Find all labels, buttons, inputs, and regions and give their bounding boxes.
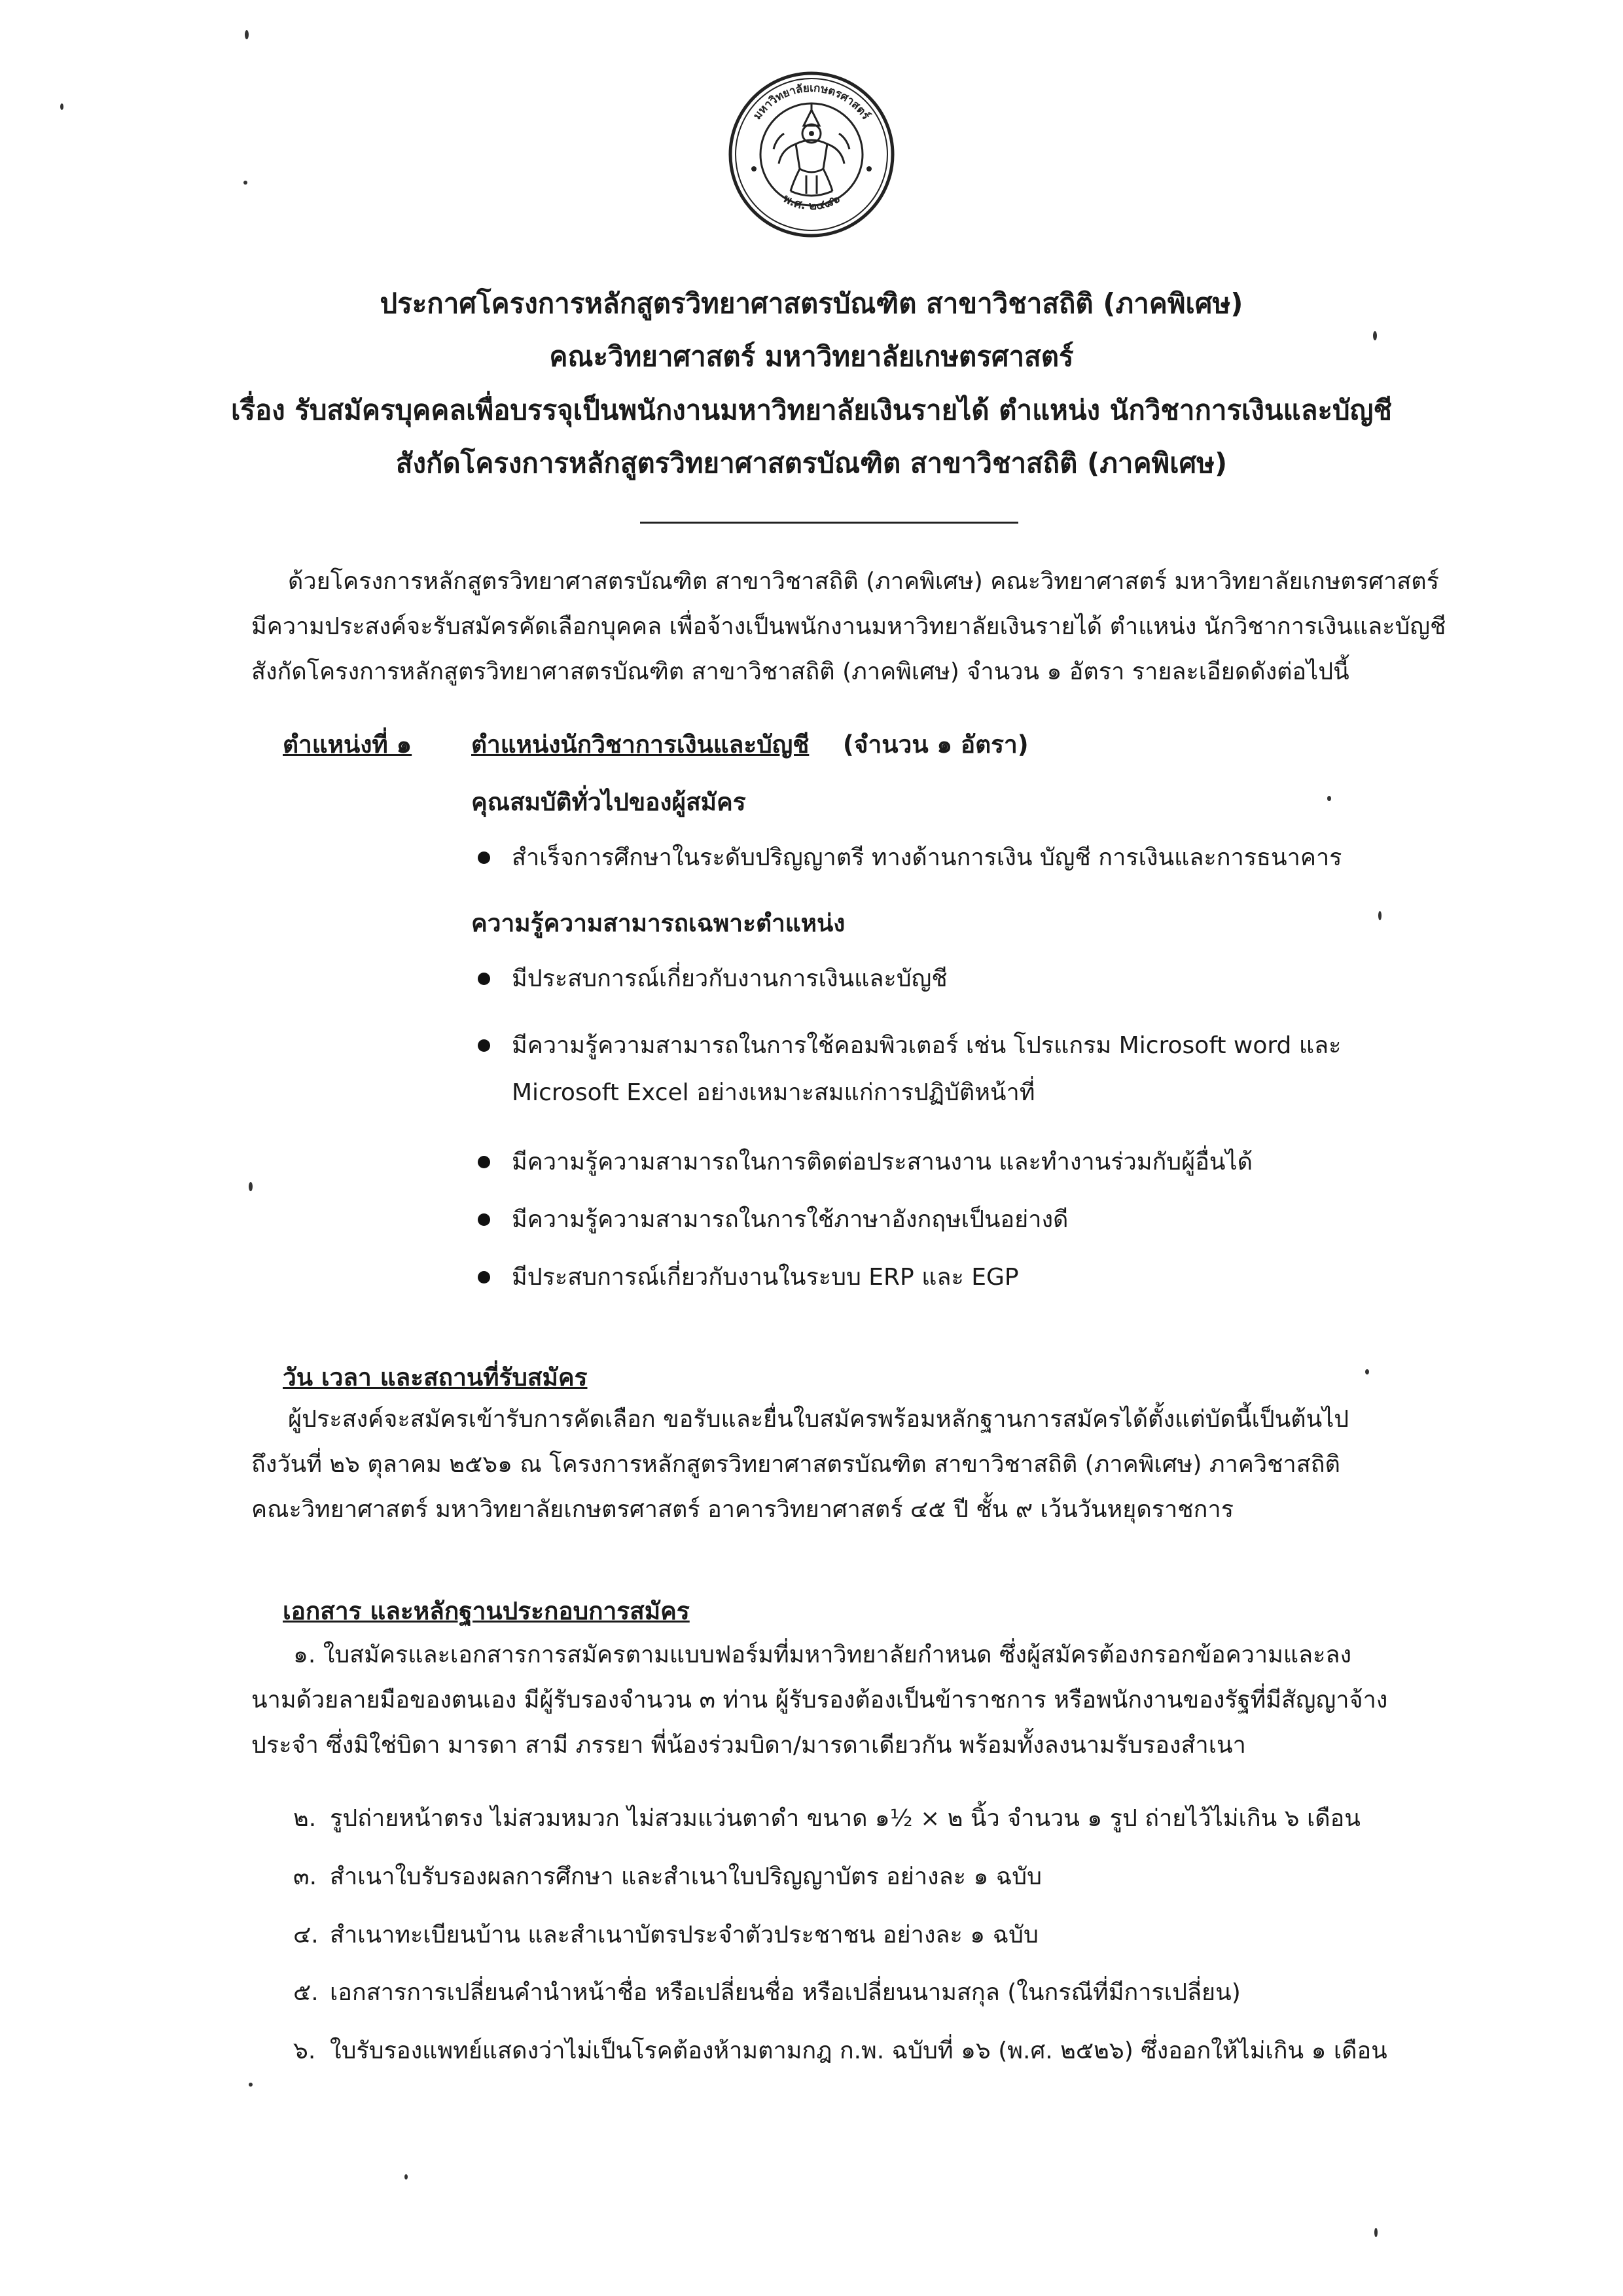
announcement-page: มหาวิทยาลัยเกษตรศาสตร์ พ.ศ. ๒๔๘๖ ประกาศโครงการหลักสูตรวิทยาศาสตรบัณฑิต สาขาวิชาสถิติ (ภาคพิเศษ) คณะวิทยาศาสตร์ มหาวิทยาลัยเกษตรศาสตร์ เรื่อง รับสมัครบุคคลเพื่อบรรจุเป็นพนักงานมหาวิทยาลัยเงินรายได้ ตำแหน่ง นักวิชาการเงินและบัญชี สังกัดโครงการหลักสูตรวิทยาศาสตรบัณฑิต สาขาวิชาสถิติ (ภาคพิเศษ) ด้วยโครงการหลักสูตรวิทยาศาสตรบัณฑิต สาขาวิชาสถิติ (ภาคพิเศษ) คณะวิทยาศาสตร์ มหาวิทยาลัยเกษตรศาสตร์ มีความประสงค์จะรับสมัครคัดเลือกบุคคล เพื่อจ้างเป็นพนักงานมหาวิทยาลัยเงินรายได้ ตำแหน่ง นักวิชาการเงินและบัญชี สังกัดโครงการหลักสูตรวิทยาศาสตรบัณฑิต สาขาวิชาสถิติ (ภาคพิเศษ) จำนวน ๑ อัตรา รายละเอียดดังต่อไปนี้ ตำแหน่งที่ ๑ ตำแหน่งนักวิชาการเงินและบัญชี (จำนวน ๑ อัตรา) คุณสมบัติทั่วไปของผู้สมัคร สำเร็จการศึกษาในระดับปริญญาตรี ทางด้านการเงิน บัญชี การเงินและการธนาคาร ความรู้ความสามารถเฉพาะตำแหน่ง มีประสบการณ์เกี่ยวกับงานการเงินและบัญชี มีความรู้ความสามารถในการใช้คอมพิวเตอร์ เช่น โปรแกรม Microsoft word และ Microsoft Excel อย่างเหมาะสมแก่การปฏิบัติหน้าที่ มีความรู้ความสามารถในการติดต่อประสานงาน และทำงานร่วมกับผู้อื่นได้ มีความรู้ความสามารถในการใช้ภาษาอังกฤษเป็นอย่างดี มีประสบการณ์เกี่ยวกับงานในระบบ ERP และ EGP วัน เวลา และสถานที่รับสมัคร ผู้ประสงค์จะสมัครเข้ารับการคัดเลือก ขอรับและยื่นใบสมัครพร้อมหลักฐานการสมัครได้ตั้งแต่บัดนี้เป็นต้นไป ถึงวันที่ ๒๖ ตุลาคม ๒๕๖๑ ณ โครงการหลักสูตรวิทยาศาสตรบัณฑิต สาขาวิชาสถิติ (ภาคพิเศษ) ภาควิชาสถิติ คณะวิทยาศาสตร์ มหาวิทยาลัยเกษตรศาสตร์ อาคารวิทยาศาสตร์ ๔๕ ปี ชั้น ๙ เว้นวันหยุดราชการ เอกสาร และหลักฐานประกอบการสมัคร ๑. ใบสมัครและเอกสารการสมัครตามแบบฟอร์มที่มหาวิทยาลัยกำหนด ซึ่งผู้สมัครต้องกรอกข้อความและลง นามด้วยลายมือของตนเอง มีผู้รับรองจำนวน ๓ ท่าน ผู้รับรองต้องเป็นข้าราชการ หรือพนักงานของรัฐที่มีสัญญาจ้าง ประจำ ซึ่งมิใช่บิดา มารดา สามี ภรรยา พี่น้องร่วมบิดา/มารดาเดียวกัน พร้อมทั้งลงนามรับรองสำเนา ๒. รูปถ่ายหน้าตรง ไม่สวมหมวก ไม่สวมแว่นตาดำ ขนาด ๑½ × ๒ นิ้ว จำนวน ๑ รูป ถ่ายไว้ไม่เกิน ๖ เดือน ๓. สำเนาใบรับรองผลการศึกษา และสำเนาใบปริญญาบัตร อย่างละ ๑ ฉบับ ๔. สำเนาทะเบียนบ้าน และสำเนาบัตรประจำตัวประชาชน อย่างละ ๑ ฉบับ ๕. เอกสารการเปลี่ยนคำนำหน้าชื่อ หรือเปลี่ยนชื่อ หรือเปลี่ยนนามสกุล (ในกรณีที่มีการเปลี่ยน) ๖. ใบรับรองแพทย์แสดงว่าไม่เป็นโรคต้องห้ามตามกฎ ก.พ. ฉบับที่ ๑๖ (พ.ศ. ๒๕๒๖) ซึ่งออกให้ไม่เกิน ๑ เดือน [0, 0, 1623, 2296]
intro-line: ด้วยโครงการหลักสูตรวิทยาศาสตรบัณฑิต สาขาวิชาสถิติ (ภาคพิเศษ) คณะวิทยาศาสตร์ มหาวิทยาลัยเกษตรศาสตร์ [288, 568, 1439, 595]
scan-speck [404, 2174, 408, 2179]
bullet-icon [478, 1213, 490, 1226]
specific-skills-heading: ความรู้ความสามารถเฉพาะตำแหน่ง [471, 909, 846, 937]
scan-speck [1365, 1369, 1369, 1374]
bullet-icon [478, 1039, 490, 1052]
title-line-4: สังกัดโครงการหลักสูตรวิทยาศาสตรบัณฑิต สาขาวิชาสถิติ (ภาคพิเศษ) [395, 447, 1228, 479]
scan-speck [1374, 2228, 1378, 2237]
scan-speck [1373, 331, 1377, 340]
seal-ring-bottom-text: พ.ศ. ๒๔๘๖ [781, 192, 843, 213]
bullet-icon [478, 1156, 490, 1168]
documents-item-1 [251, 1632, 1453, 1768]
seal-ring-top-text: มหาวิทยาลัยเกษตรศาสตร์ [751, 81, 872, 122]
position-name: ตำแหน่งนักวิชาการเงินและบัญชี [471, 730, 810, 759]
list-item: ๒. รูปถ่ายหน้าตรง ไม่สวมหมวก ไม่สวมแว่นตาดำ ขนาด ๑½ × ๒ นิ้ว จำนวน ๑ รูป ถ่ายไว้ไม่เกิน ๖ เดือน [293, 1805, 1361, 1832]
list-item: ๓. สำเนาใบรับรองผลการศึกษา และสำเนาใบปริญญาบัตร อย่างละ ๑ ฉบับ [293, 1863, 1042, 1890]
title-line-3: เรื่อง รับสมัครบุคคลเพื่อบรรจุเป็นพนักงานมหาวิทยาลัยเงินรายได้ ตำแหน่ง นักวิชาการเงินและบัญชี [231, 394, 1392, 426]
list-item: ๔. สำเนาทะเบียนบ้าน และสำเนาบัตรประจำตัวประชาชน อย่างละ ๑ ฉบับ [293, 1922, 1039, 1948]
scan-speck [245, 30, 249, 39]
intro-paragraph [251, 559, 1453, 694]
title-line-1: ประกาศโครงการหลักสูตรวิทยาศาสตรบัณฑิต สาขาวิชาสถิติ (ภาคพิเศษ) [380, 287, 1243, 319]
scan-speck [249, 2083, 253, 2087]
scan-speck [60, 103, 63, 110]
title-line-2: คณะวิทยาศาสตร์ มหาวิทยาลัยเกษตรศาสตร์ [549, 340, 1074, 372]
bullet-icon [478, 1271, 490, 1283]
application-line: ผู้ประสงค์จะสมัครเข้ารับการคัดเลือก ขอรับและยื่นใบสมัครพร้อมหลักฐานการสมัครได้ตั้งแต่บัดนี้เป็นต้นไป [288, 1406, 1349, 1433]
position-label: ตำแหน่งที่ ๑ [283, 730, 412, 759]
documents-line: นามด้วยลายมือของตนเอง มีผู้รับรองจำนวน ๓ ท่าน ผู้รับรองต้องเป็นข้าราชการ หรือพนักงานของรัฐที่มีสัญญาจ้าง [251, 1687, 1388, 1713]
application-paragraph [251, 1397, 1453, 1532]
documents-line: ๑. ใบสมัครและเอกสารการสมัครตามแบบฟอร์มที่มหาวิทยาลัยกำหนด ซึ่งผู้สมัครต้องกรอกข้อความและลง [293, 1641, 1352, 1668]
scan-speck [1327, 796, 1331, 801]
position-count: (จำนวน ๑ อัตรา) [842, 730, 1029, 759]
svg-text:มหาวิทยาลัยเกษตรศาสตร์ [751, 82, 873, 122]
university-seal-icon [728, 71, 895, 238]
documents-line: ประจำ ซึ่งมิใช่บิดา มารดา สามี ภรรยา พี่น้องร่วมบิดา/มารดาเดียวกัน พร้อมทั้งลงนามรับรองสำเนา [251, 1732, 1246, 1759]
application-line: คณะวิทยาศาสตร์ มหาวิทยาลัยเกษตรศาสตร์ อาคารวิทยาศาสตร์ ๔๕ ปี ชั้น ๙ เว้นวันหยุดราชการ [251, 1496, 1234, 1523]
scan-speck [243, 181, 247, 185]
bullet-icon [478, 973, 490, 985]
documents-heading: เอกสาร และหลักฐานประกอบการสมัคร [283, 1597, 690, 1625]
intro-line: สังกัดโครงการหลักสูตรวิทยาศาสตรบัณฑิต สาขาวิชาสถิติ (ภาคพิเศษ) จำนวน ๑ อัตรา รายละเอียดดังต่อไปนี้ [251, 658, 1349, 685]
list-item: ๖. ใบรับรองแพทย์แสดงว่าไม่เป็นโรคต้องห้ามตามกฎ ก.พ. ฉบับที่ ๑๖ (พ.ศ. ๒๕๒๖) ซึ่งออกให้ไม่เกิน ๑ เดือน [293, 2037, 1387, 2064]
general-qualifications-heading: คุณสมบัติทั่วไปของผู้สมัคร [471, 788, 746, 816]
bullet-icon [478, 852, 490, 864]
scan-speck [249, 1182, 253, 1191]
position-title [471, 725, 1029, 764]
scan-speck [1378, 911, 1382, 920]
list-item: ๕. เอกสารการเปลี่ยนคำนำหน้าชื่อ หรือเปลี่ยนชื่อ หรือเปลี่ยนนามสกุล (ในกรณีที่มีการเปลี่ยน) [293, 1979, 1241, 2006]
application-heading: วัน เวลา และสถานที่รับสมัคร [283, 1363, 588, 1391]
application-line: ถึงวันที่ ๒๖ ตุลาคม ๒๕๖๑ ณ โครงการหลักสูตรวิทยาศาสตรบัณฑิต สาขาวิชาสถิติ (ภาคพิเศษ) ภาควิชาสถิติ [251, 1451, 1340, 1478]
intro-line: มีความประสงค์จะรับสมัครคัดเลือกบุคคล เพื่อจ้างเป็นพนักงานมหาวิทยาลัยเงินรายได้ ตำแหน่ง นักวิชาการเงินและบัญชี [251, 613, 1446, 640]
title-divider [640, 522, 1018, 524]
